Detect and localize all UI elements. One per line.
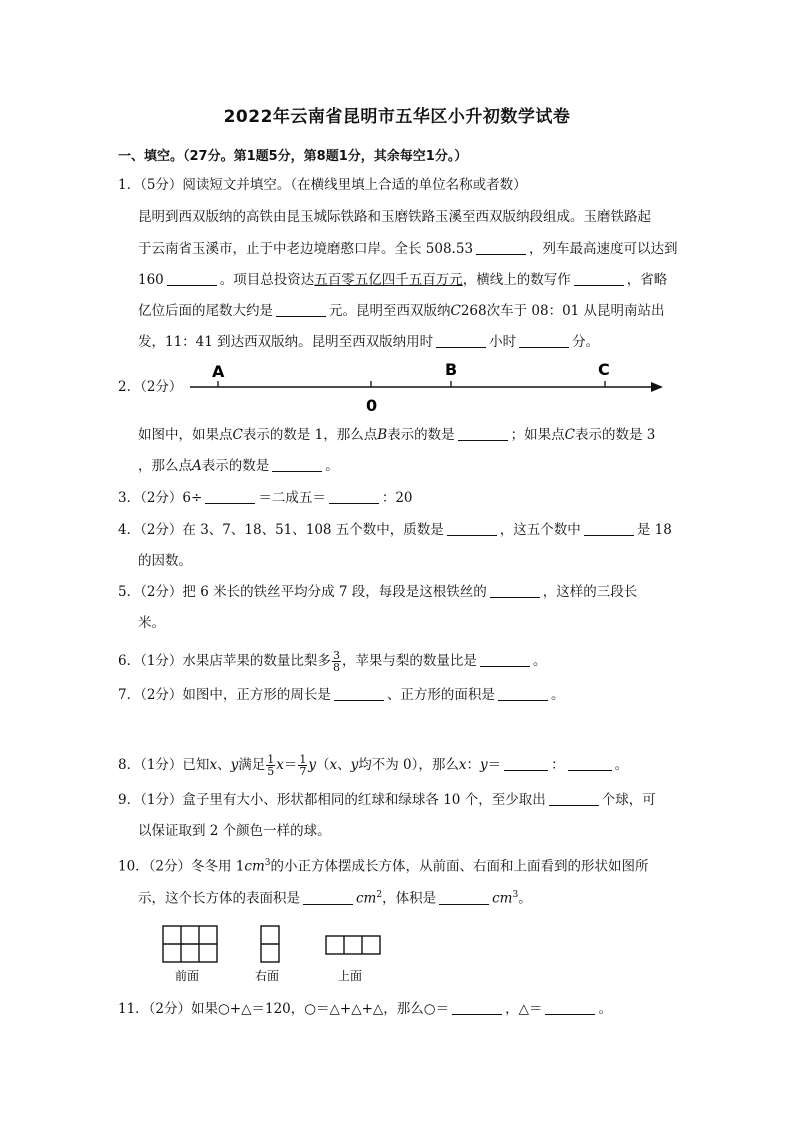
text: 。 [532,653,547,669]
fraction [298,754,307,777]
right-view [261,926,279,962]
denominator: 5 [267,765,275,778]
text: 8．（1分）已知 [118,757,210,773]
text: 示，这个长方体的表面积是 [138,890,300,907]
unit: cm [492,890,513,907]
answer-blank[interactable] [303,891,353,905]
label-zero: 0 [366,396,378,415]
answer-blank[interactable] [436,334,486,348]
answer-blank[interactable] [584,522,634,536]
question-7 [118,686,564,704]
text: 均不为 0），那么 [358,757,459,773]
text: ，体积是 [382,890,437,907]
label-c: C [598,360,610,379]
question-6 [118,650,546,673]
var-y: y [230,757,239,773]
text: ： [466,757,480,773]
text: ，△＝ [505,1001,543,1017]
question-1-line-4 [138,302,665,320]
unit: cm [356,890,377,907]
text: 。 [550,687,565,703]
text: 、正方形的面积是 [386,687,495,703]
train-letter: C [450,303,461,319]
underlined-number: 五百零五亿四千五百万元 [314,272,463,288]
answer-blank[interactable] [447,522,497,536]
answer-blank[interactable] [205,490,255,504]
question-10: 10．（2分）冬冬用 $1cm^3$的小正方体摆成长方体，从前面、右面和上面看到的形状如图所 [118,858,649,875]
text: 268次车于 08：01 从昆明南站出 [460,303,665,319]
text: 。 [518,890,532,907]
answer-blank[interactable] [476,241,526,255]
text: 160 [138,272,164,288]
text: 于云南省玉溪市，止于中老边境磨憨口岸。全长 508.53 [138,241,474,257]
numerator: 1 [299,753,307,766]
text: 4．（2分）在 3、7、18、51、108 五个数中，质数是 [118,522,444,538]
text: 9．（1分）盒子里有大小、形状都相同的红球和绿球各 10 个，至少取出 [118,792,546,808]
text: 个球，可 [601,792,656,808]
answer-blank[interactable] [545,1001,595,1015]
question-1-line-1: 昆明到西双版纳的高铁由昆玉城际铁路和玉磨铁路玉溪至西双版纳段组成。玉磨铁路起 [138,209,651,225]
answer-blank[interactable] [519,334,569,348]
var-x: x [329,757,338,773]
question-9 [118,791,656,809]
text: 是 18 [636,522,672,538]
answer-blank[interactable] [568,757,612,771]
label-b: B [445,360,458,379]
question-1-line-5 [138,333,599,351]
front-label: 前面 [175,969,200,983]
question-4 [118,521,672,539]
text: ＝ [283,757,298,773]
text: 表示的数是 3 [575,427,656,443]
number-line-figure [185,358,665,416]
answer-blank[interactable] [549,792,599,806]
question-3 [118,489,413,507]
text: 的小正方体摆成长方体，从前面、右面和上面看到的形状如图所 [270,858,649,875]
text: 6．（1分）水果店苹果的数量比梨多 [118,653,331,669]
question-2-line-1 [138,426,655,444]
text: 表示的数是 [387,427,455,443]
arrow-head-icon [651,382,663,392]
var-x: x [209,757,218,773]
text: ，列车最高速度可以达到 [529,241,678,257]
text: 3．（2分）6÷ [118,490,203,506]
text: ，苹果与梨的数量比是 [341,653,477,669]
var-y: y [308,757,316,773]
question-5-line-2: 米。 [138,615,165,631]
point-a: A [192,458,202,474]
label-a: A [212,362,225,381]
text: ： [551,757,565,773]
fraction [266,754,275,777]
question-2-head: 2．（2分） [118,379,183,395]
answer-blank[interactable] [480,653,530,667]
top-label: 上面 [338,969,363,983]
question-2-line-2 [138,457,339,475]
text: 。项目总投资达 [219,272,315,288]
var-x: x [458,757,467,773]
text: 满足 [238,757,266,773]
answer-blank[interactable] [439,891,489,905]
numerator: 3 [332,649,340,662]
answer-blank[interactable] [458,427,508,441]
text: 如图中，如果点 [138,427,233,443]
unit: cm [244,858,265,875]
text: ：20 [381,490,413,506]
point-b: B [377,427,388,443]
answer-blank[interactable] [498,687,548,701]
answer-blank[interactable] [574,272,624,286]
answer-blank[interactable] [329,490,379,504]
numerator: 1 [267,753,275,766]
right-label: 右面 [255,969,280,983]
text: ＝ [487,757,502,773]
text: 11．（2分）如果○+△＝120，○＝△+△+△，那么○＝ [118,1001,450,1017]
point-c: C [232,427,243,443]
question-1-head: 1．（5分）阅读短文并填空。（在横线里填上合适的单位名称或者数） [118,177,527,193]
fraction [332,650,341,673]
denominator: 7 [299,765,307,778]
var-x: x [276,757,284,773]
text: 、 [217,757,231,773]
text: 。 [598,1001,612,1017]
text: ，这样的三段长 [542,584,638,600]
text: 10．（2分）冬冬用 1 [118,858,245,875]
text: 小时 [489,334,517,350]
answer-blank[interactable] [272,458,322,472]
section-heading: 一、填空。（27分。第1题5分，第8题1分，其余每空1分。） [118,149,468,164]
denominator: 8 [332,661,340,674]
text: （ [315,757,330,773]
question-1-line-3 [138,271,667,289]
text: ，这五个数中 [499,522,581,538]
text: ，横线上的数写作 [462,272,571,288]
point-c: C [564,427,575,443]
text: 分。 [572,334,600,350]
question-8 [118,754,628,777]
question-11 [118,1000,612,1018]
front-view [163,926,217,962]
text: ，省略 [626,272,668,288]
text: ，那么点 [138,458,192,474]
answer-blank[interactable] [490,584,540,598]
var-y: y [350,757,359,773]
text: 亿位后面的尾数大约是 [138,303,273,319]
answer-blank[interactable] [167,272,217,286]
text: 7．（2分）如图中，正方形的周长是 [118,687,331,703]
question-10-line-2: 示，这个长方体的表面积是 $cm^2$，体积是 $cm^3$。 [138,890,532,907]
question-1-line-2 [138,240,678,258]
text: 、 [337,757,351,773]
text: 。 [325,458,339,474]
text: ；如果点 [510,427,565,443]
text: 。 [614,757,629,773]
text: 表示的数是 [201,458,270,474]
text: 表示的数是 1，那么点 [242,427,378,443]
question-9-line-2: 以保证取到 2 个颜色一样的球。 [138,823,331,839]
text: 5．（2分）把 6 米长的铁丝平均分成 7 段，每段是这根铁丝的 [118,584,487,600]
top-view [326,936,380,954]
text: 发，11：41 到达西双版纳。昆明至西双版纳用时 [138,334,434,350]
text: 元。昆明至西双版纳 [329,303,451,319]
answer-blank[interactable] [504,757,548,771]
answer-blank[interactable] [452,1001,502,1015]
question-4-line-2: 的因数。 [138,553,192,569]
question-5 [118,583,637,601]
text: ＝二成五＝ [258,490,326,506]
answer-blank[interactable] [334,687,384,701]
views-figure [145,918,405,986]
var-y: y [480,757,488,773]
answer-blank[interactable] [276,303,326,317]
page-title: 2022年云南省昆明市五华区小升初数学试卷 [223,107,571,127]
